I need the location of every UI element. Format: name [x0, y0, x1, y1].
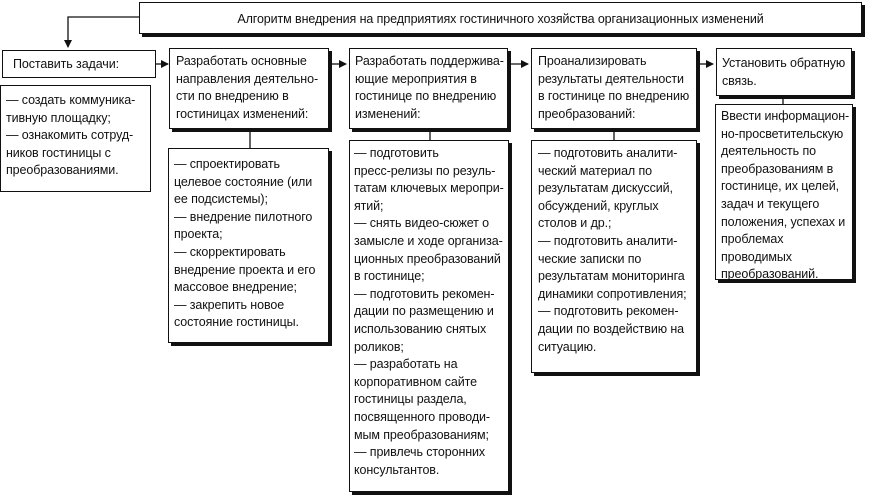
step3-header-text: Разработать поддержива- ющие мероприятия в гостинице по внедрению изменений: [355, 54, 504, 121]
step2-header-text: Разработать основные направления деятельно- сти по внедрению в гостиницах изменений: [176, 54, 319, 121]
step3-details [349, 140, 509, 492]
step4-details-text: — подготовить аналити- ческий материал по результатам дискуссий, обсуждений, круглых столов и др.; — подготовить аналити- ческие записки по результатам мониторинга динамики сопротивления; — подготовить рекомен- дации по воздействию на ситуацию. [538, 146, 687, 354]
step2-details-text: — спроектировать целевое состояние (или ее подсистемы); — внедрение пилотного проекта; — скорректировать внедрение проекта и его массовое внедрение; — закрепить новое состояние гостиницы. [174, 157, 316, 330]
step2-details [168, 148, 329, 343]
step2-header [169, 48, 329, 129]
step4-details [531, 140, 697, 373]
title-to-step1-arrow [68, 17, 139, 47]
step4-header-text: Проанализировать результаты деятельности в гостинице по внедрению преобразований: [538, 54, 690, 121]
step5-header-text: Установить обратную связь. [722, 56, 846, 88]
step3-header [349, 48, 508, 129]
diagram-title: Алгоритм внедрения на предприятиях гостиничного хозяйства организационных изменений [237, 12, 764, 26]
step3-details-text: — подготовить пресс-релизы по резуль- татам ключевых меропри- ятий; — снять видео-сюжет о замысле и ходе организа- ционных преобразований в гостинице; — подготовить рекомен- дации по размещению и использованию снятых роликов; — разработать на корпоративном сайте гостиницы раздела, посвященного проводи- мым преобразованиям; — привлечь сторонних консультантов. [354, 146, 504, 477]
step1-details [0, 85, 151, 192]
step4-header [531, 48, 697, 129]
step1-header-text: Поставить задачи: [13, 57, 119, 71]
title-box [139, 2, 862, 34]
step5-header [716, 48, 852, 96]
step1-header [2, 50, 156, 78]
step1-details-text: — создать коммуника- тивную площадку; — ознакомить сотруд- ников гостиницы с преобразованиями. [6, 93, 136, 178]
step5-details [715, 104, 853, 280]
step5-details-text: Ввести информацион- но-просветительскую деятельность по преобразованиям в гостинице, их целей, задач и текущего положения, успехах и проблемах проводимых преобразований. [721, 109, 850, 282]
